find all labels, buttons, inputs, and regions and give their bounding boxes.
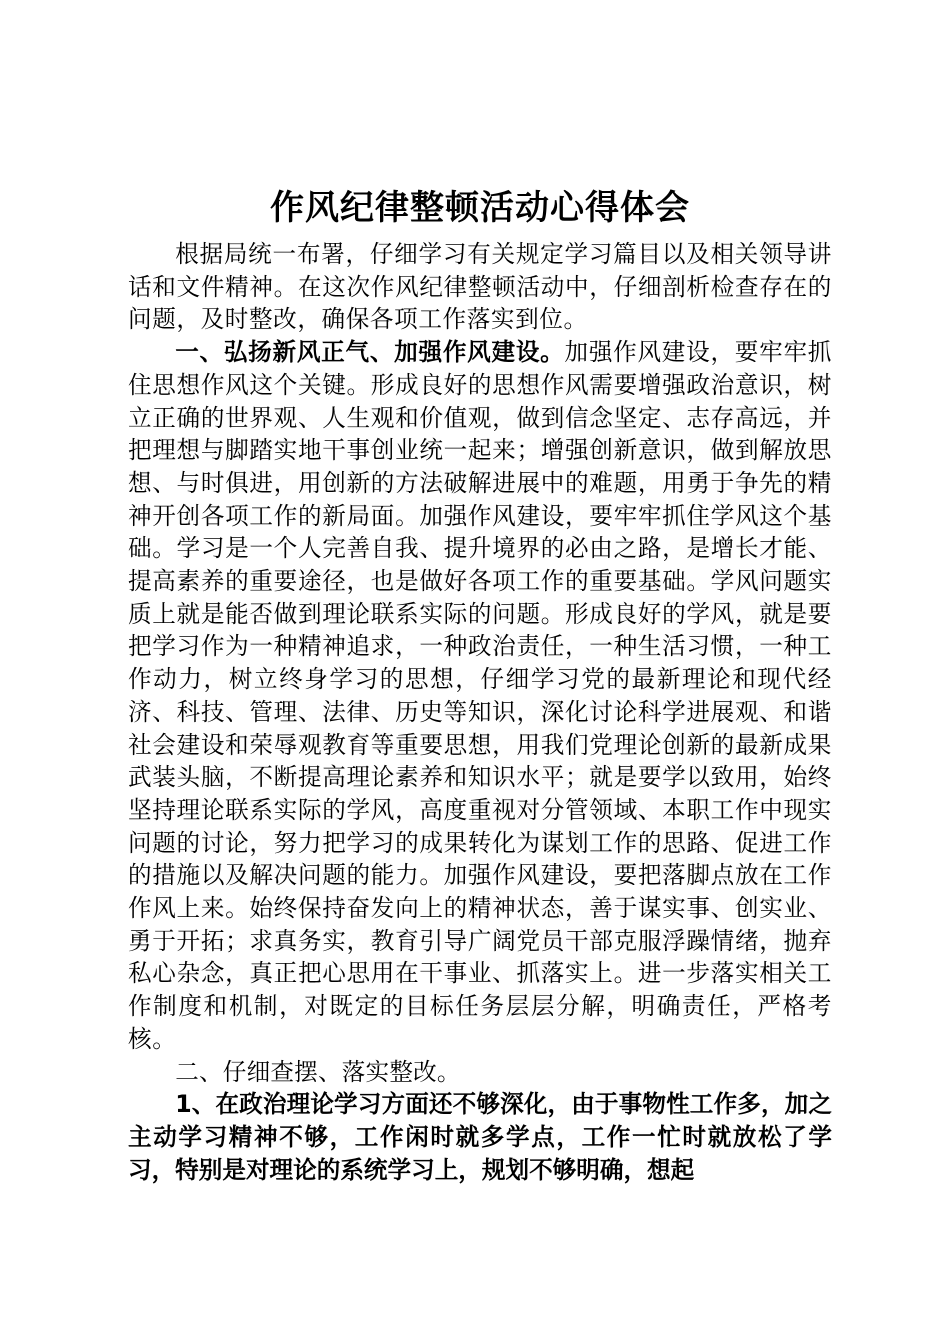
section-1-heading: 一、弘扬新风正气、加强作风建设。 xyxy=(175,338,565,367)
intro-paragraph: 根据局统一布署，仔细学习有关规定学习篇目以及相关领导讲话和文件精神。在这次作风纪律整顿活动中，仔细剖析检查存在的问题，及时整改，确保各项工作落实到位。 xyxy=(128,240,832,334)
section-2-heading: 二、仔细查摆、落实整改。 xyxy=(175,1057,461,1086)
section-1-paragraph xyxy=(128,336,832,1055)
section-1-body: 加强作风建设，要牢牢抓住思想作风这个关键。形成良好的思想作风需要增强政治意识，树立正确的世界观、人生观和价值观，做到信念坚定、志存高远，并把理想与脚踏实地干事创业统一起来；增强创新意识，做到解放思想、与时俱进，用创新的方法破解进展中的难题，用勇于争先的精神开创各项工作的新局面。加强作风建设，要牢牢抓住学风这个基础。学习是一个人完善自我、提升境界的必由之路，是增长才能、提高素养的重要途径，也是做好各项工作的重要基础。学风问题实质上就是能否做到理论联系实际的问题。形成良好的学风，就是要把学习作为一种精神追求，一种政治责任，一种生活习惯，一种工作动力，树立终身学习的思想，仔细学习党的最新理论和现代经济、科技、管理、法律、历史等知识，深化讨论科学进展观、和谐社会建设和荣辱观教育等重要思想，用我们党理论创新的最新成果武装头脑，不断提高理论素养和知识水平；就是要学以致用，始终坚持理论联系实际的学风，高度重视对分管领域、本职工作中现实问题的讨论，努力把学习的成果转化为谋划工作的思路、促进工作的措施以及解决问题的能力。加强作风建设，要把落脚点放在工作作风上来。始终保持奋发向上的精神状态，善于谋实事、创实业、勇于开拓；求真务实，教育引导广阔党员干部克服浮躁情绪，抛弃私心杂念，真正把心思用在干事业、抓落实上。进一步落实相关工作制度和机制，对既定的目标任务层层分解，明确责任，严格考核。 xyxy=(128,338,832,1053)
document-title: 作风纪律整顿活动心得体会 xyxy=(270,188,690,228)
item-1-paragraph: 1、在政治理论学习方面还不够深化，由于事物性工作多，加之主动学习精神不够，工作闲时就多学点，工作一忙时就放松了学习，特别是对理论的系统学习上，规划不够明确，想起 xyxy=(128,1090,832,1184)
document-page xyxy=(128,178,832,1186)
